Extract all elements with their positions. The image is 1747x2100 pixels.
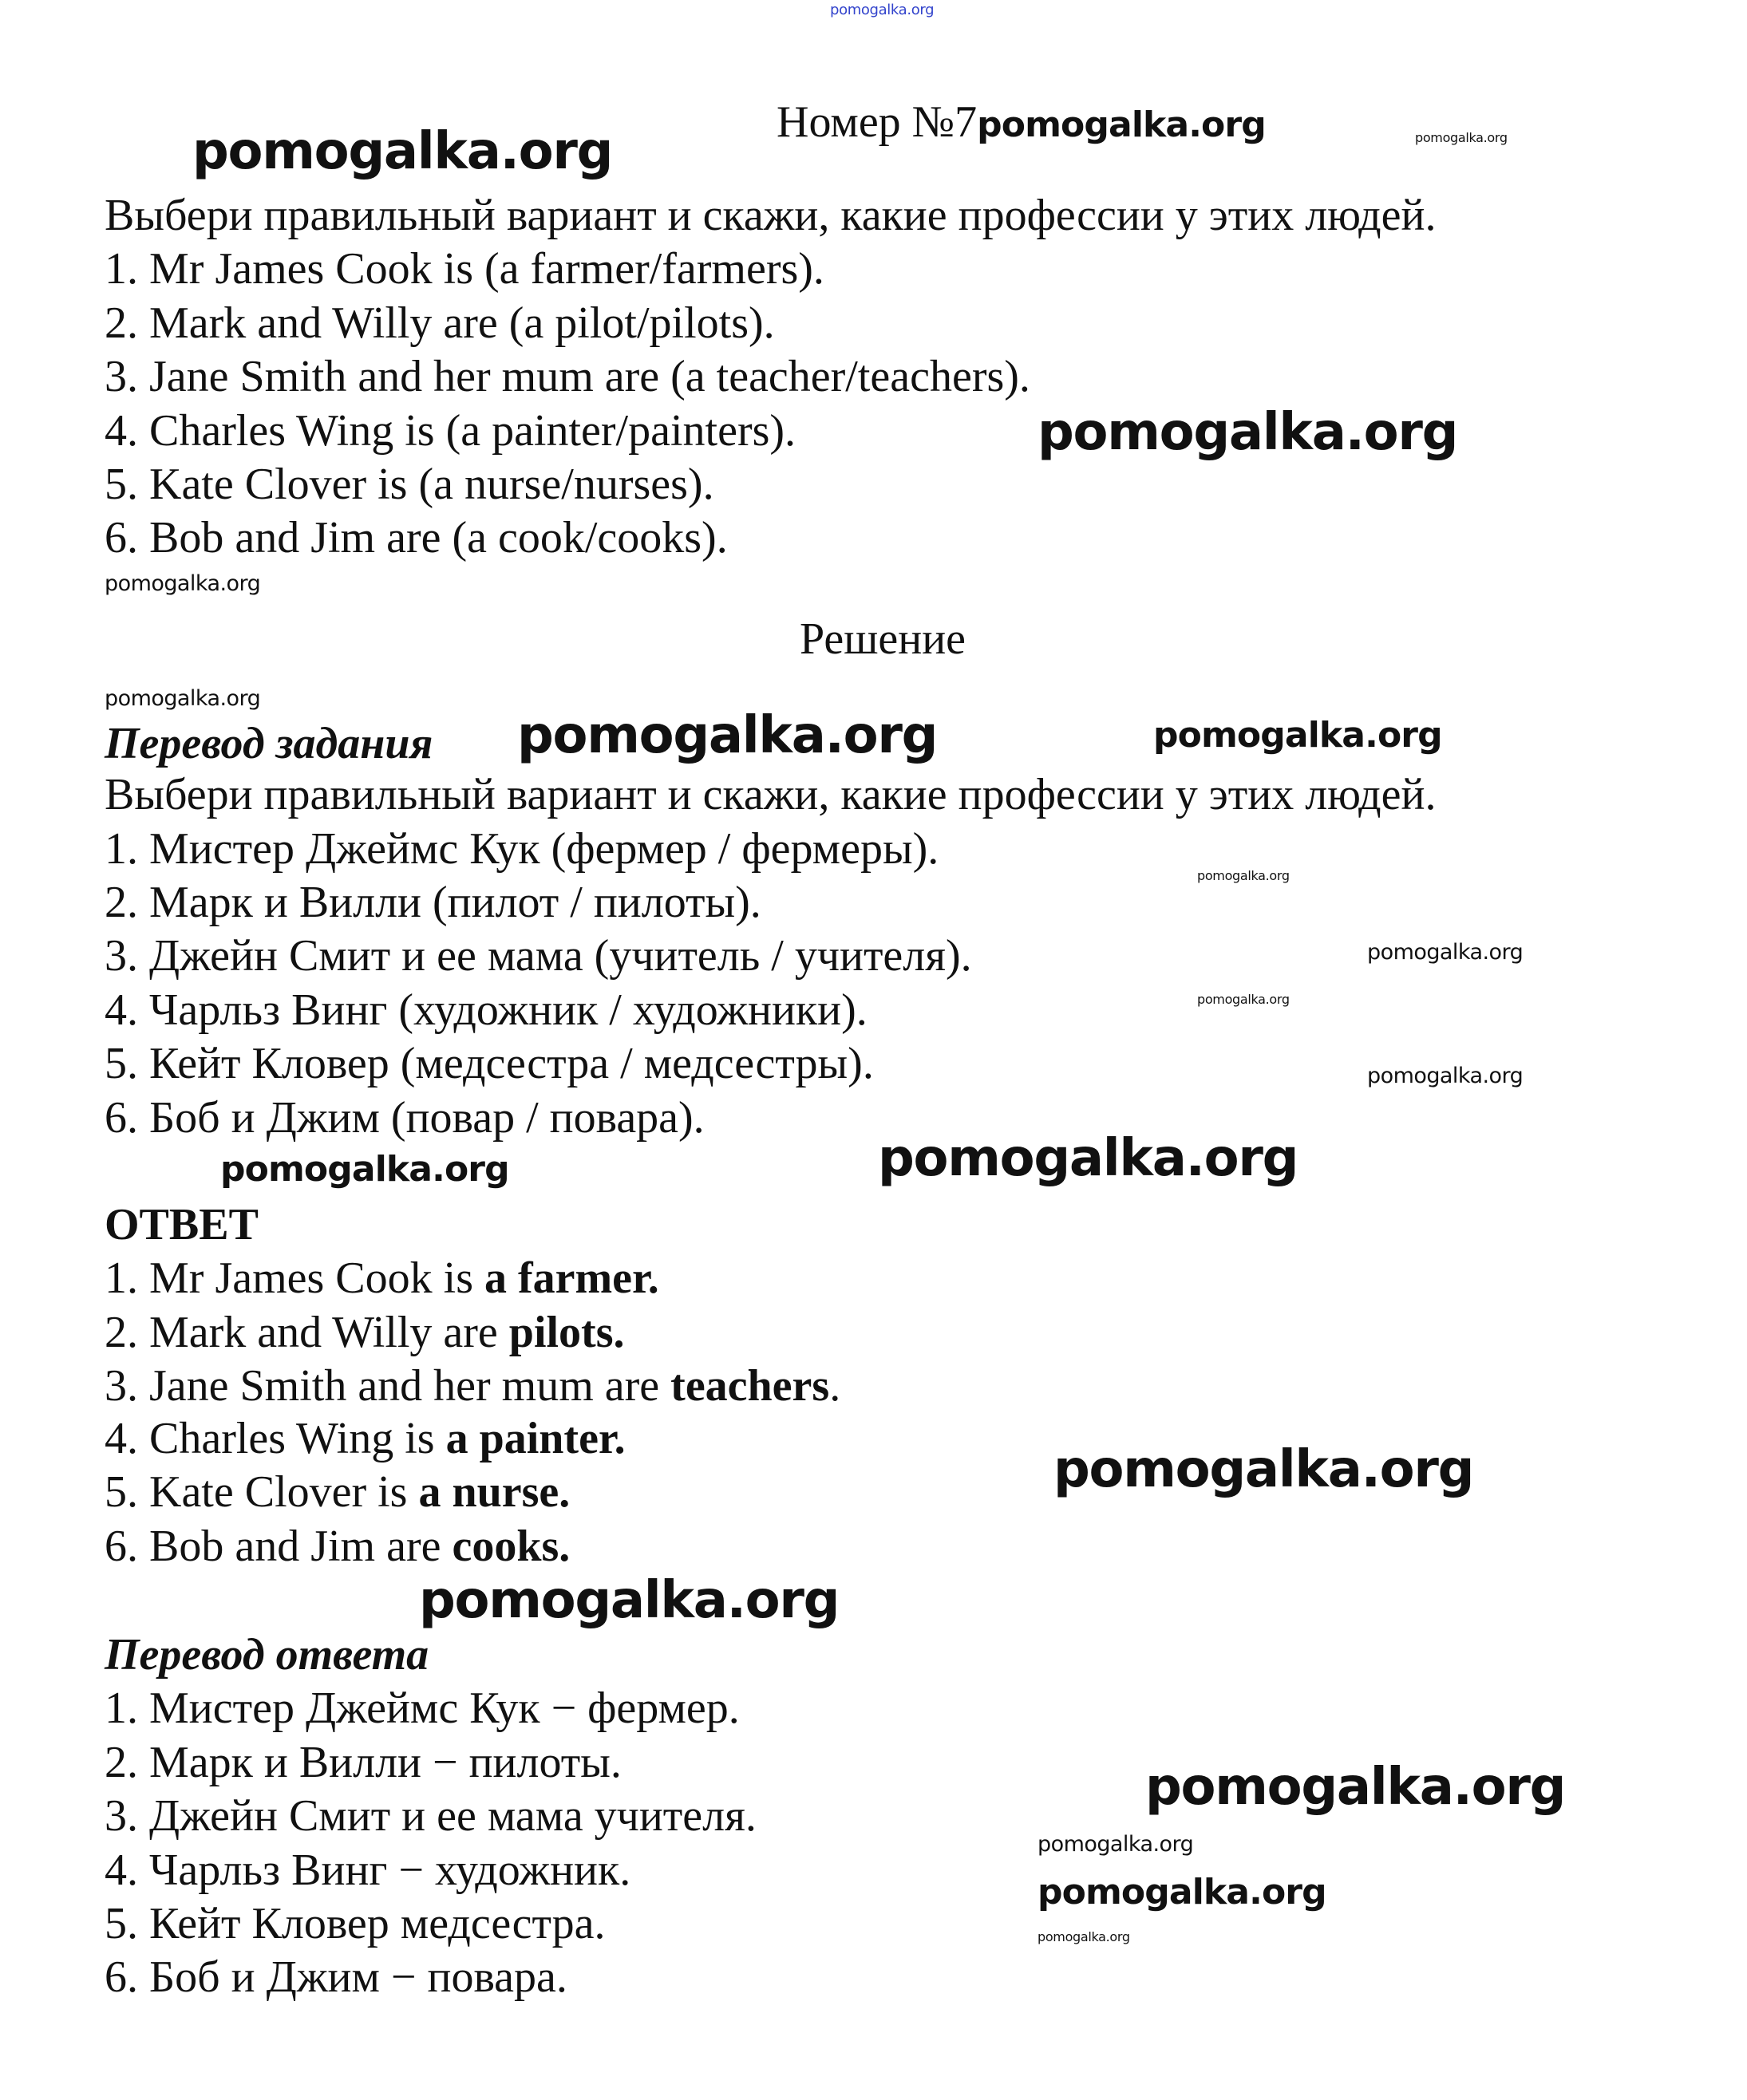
answer-text: 6. Bob and Jim are xyxy=(105,1522,453,1571)
translation-item: 5. Кейт Кловер (медсестра / медсестры). xyxy=(105,1039,874,1088)
answer-translation-item: 1. Мистер Джеймс Кук − фермер. xyxy=(105,1684,740,1733)
translation-item: 2. Марк и Вилли (пилот / пилоты). xyxy=(105,878,761,927)
answer-item xyxy=(105,1360,840,1413)
answer-bold: a farmer. xyxy=(484,1253,659,1303)
task-translation-heading: Перевод задания xyxy=(105,719,433,768)
task-item: 2. Mark and Willy are (a pilot/pilots). xyxy=(105,298,775,348)
watermark: pomogalka.org xyxy=(1415,130,1508,145)
answer-bold: teachers xyxy=(670,1361,830,1411)
answer-item xyxy=(105,1306,625,1360)
watermark: pomogalka.org xyxy=(517,706,938,765)
answer-text: 5. Kate Clover is xyxy=(105,1467,419,1517)
watermark: pomogalka.org xyxy=(1038,1929,1130,1944)
watermark: pomogalka.org xyxy=(1038,1832,1194,1857)
answer-text: 4. Charles Wing is xyxy=(105,1414,446,1463)
answer-item xyxy=(105,1412,626,1466)
answer-tail: . xyxy=(829,1361,841,1411)
translation-item: 1. Мистер Джеймс Кук (фермер / фермеры). xyxy=(105,824,939,874)
task-instruction: Выбери правильный вариант и скажи, какие профессии у этих людей. xyxy=(105,191,1437,240)
task-item: 1. Mr James Cook is (a farmer/farmers). xyxy=(105,244,824,294)
answer-item xyxy=(105,1520,570,1573)
translation-item: 6. Боб и Джим (повар / повара). xyxy=(105,1093,705,1143)
answer-bold: pilots. xyxy=(508,1308,625,1357)
watermark: pomogalka.org xyxy=(1153,715,1442,756)
page-title xyxy=(777,96,1266,149)
watermark: pomogalka.org xyxy=(1367,940,1524,965)
answer-item xyxy=(105,1252,659,1305)
translation-item: 3. Джейн Смит и ее мама (учитель / учителя). xyxy=(105,931,972,981)
task-item: 6. Bob and Jim are (a cook/cooks). xyxy=(105,513,728,562)
solution-heading: Решение xyxy=(799,614,966,664)
watermark: pomogalka.org xyxy=(220,1149,509,1190)
watermark: pomogalka.org xyxy=(1197,992,1290,1007)
watermark: pomogalka.org xyxy=(1197,868,1290,883)
answer-text: 3. Jane Smith and her mum are xyxy=(105,1361,671,1411)
answer-heading: ОТВЕТ xyxy=(105,1200,259,1249)
translation-item: 4. Чарльз Винг (художник / художники). xyxy=(105,985,868,1035)
answer-translation-item: 4. Чарльз Винг − художник. xyxy=(105,1845,631,1895)
watermark: pomogalka.org xyxy=(192,122,613,181)
watermark: pomogalka.org xyxy=(878,1129,1298,1188)
watermark: pomogalka.org xyxy=(1038,403,1458,462)
answer-translation-item: 6. Боб и Джим − повара. xyxy=(105,1952,567,2002)
watermark: pomogalka.org xyxy=(105,686,261,711)
task-item: 3. Jane Smith and her mum are (a teacher/teachers). xyxy=(105,352,1030,401)
watermark: pomogalka.org xyxy=(1145,1758,1566,1817)
watermark: pomogalka.org xyxy=(105,571,261,596)
answer-translation-heading: Перевод ответа xyxy=(105,1630,429,1680)
answer-text: 1. Mr James Cook is xyxy=(105,1253,484,1303)
answer-translation-item: 3. Джейн Смит и ее мама учителя. xyxy=(105,1791,757,1841)
watermark: pomogalka.org xyxy=(1367,1064,1524,1088)
answer-item xyxy=(105,1466,570,1519)
answer-bold: cooks. xyxy=(452,1522,571,1571)
watermark: pomogalka.org xyxy=(830,2,935,18)
answer-text: 2. Mark and Willy are xyxy=(105,1308,509,1357)
translation-instruction: Выбери правильный вариант и скажи, какие профессии у этих людей. xyxy=(105,770,1437,819)
watermark: pomogalka.org xyxy=(419,1571,840,1630)
answer-translation-item: 5. Кейт Кловер медсестра. xyxy=(105,1899,606,1948)
watermark: pomogalka.org xyxy=(1038,1872,1326,1912)
answer-bold: a painter. xyxy=(445,1414,626,1463)
title-text: Номер №7 xyxy=(777,97,978,147)
task-item: 4. Charles Wing is (a painter/painters). xyxy=(105,406,796,456)
answer-translation-item: 2. Марк и Вилли − пилоты. xyxy=(105,1738,622,1787)
watermark: pomogalka.org xyxy=(977,105,1266,145)
task-item: 5. Kate Clover is (a nurse/nurses). xyxy=(105,460,714,509)
answer-bold: a nurse. xyxy=(418,1467,571,1517)
watermark: pomogalka.org xyxy=(1053,1440,1474,1499)
